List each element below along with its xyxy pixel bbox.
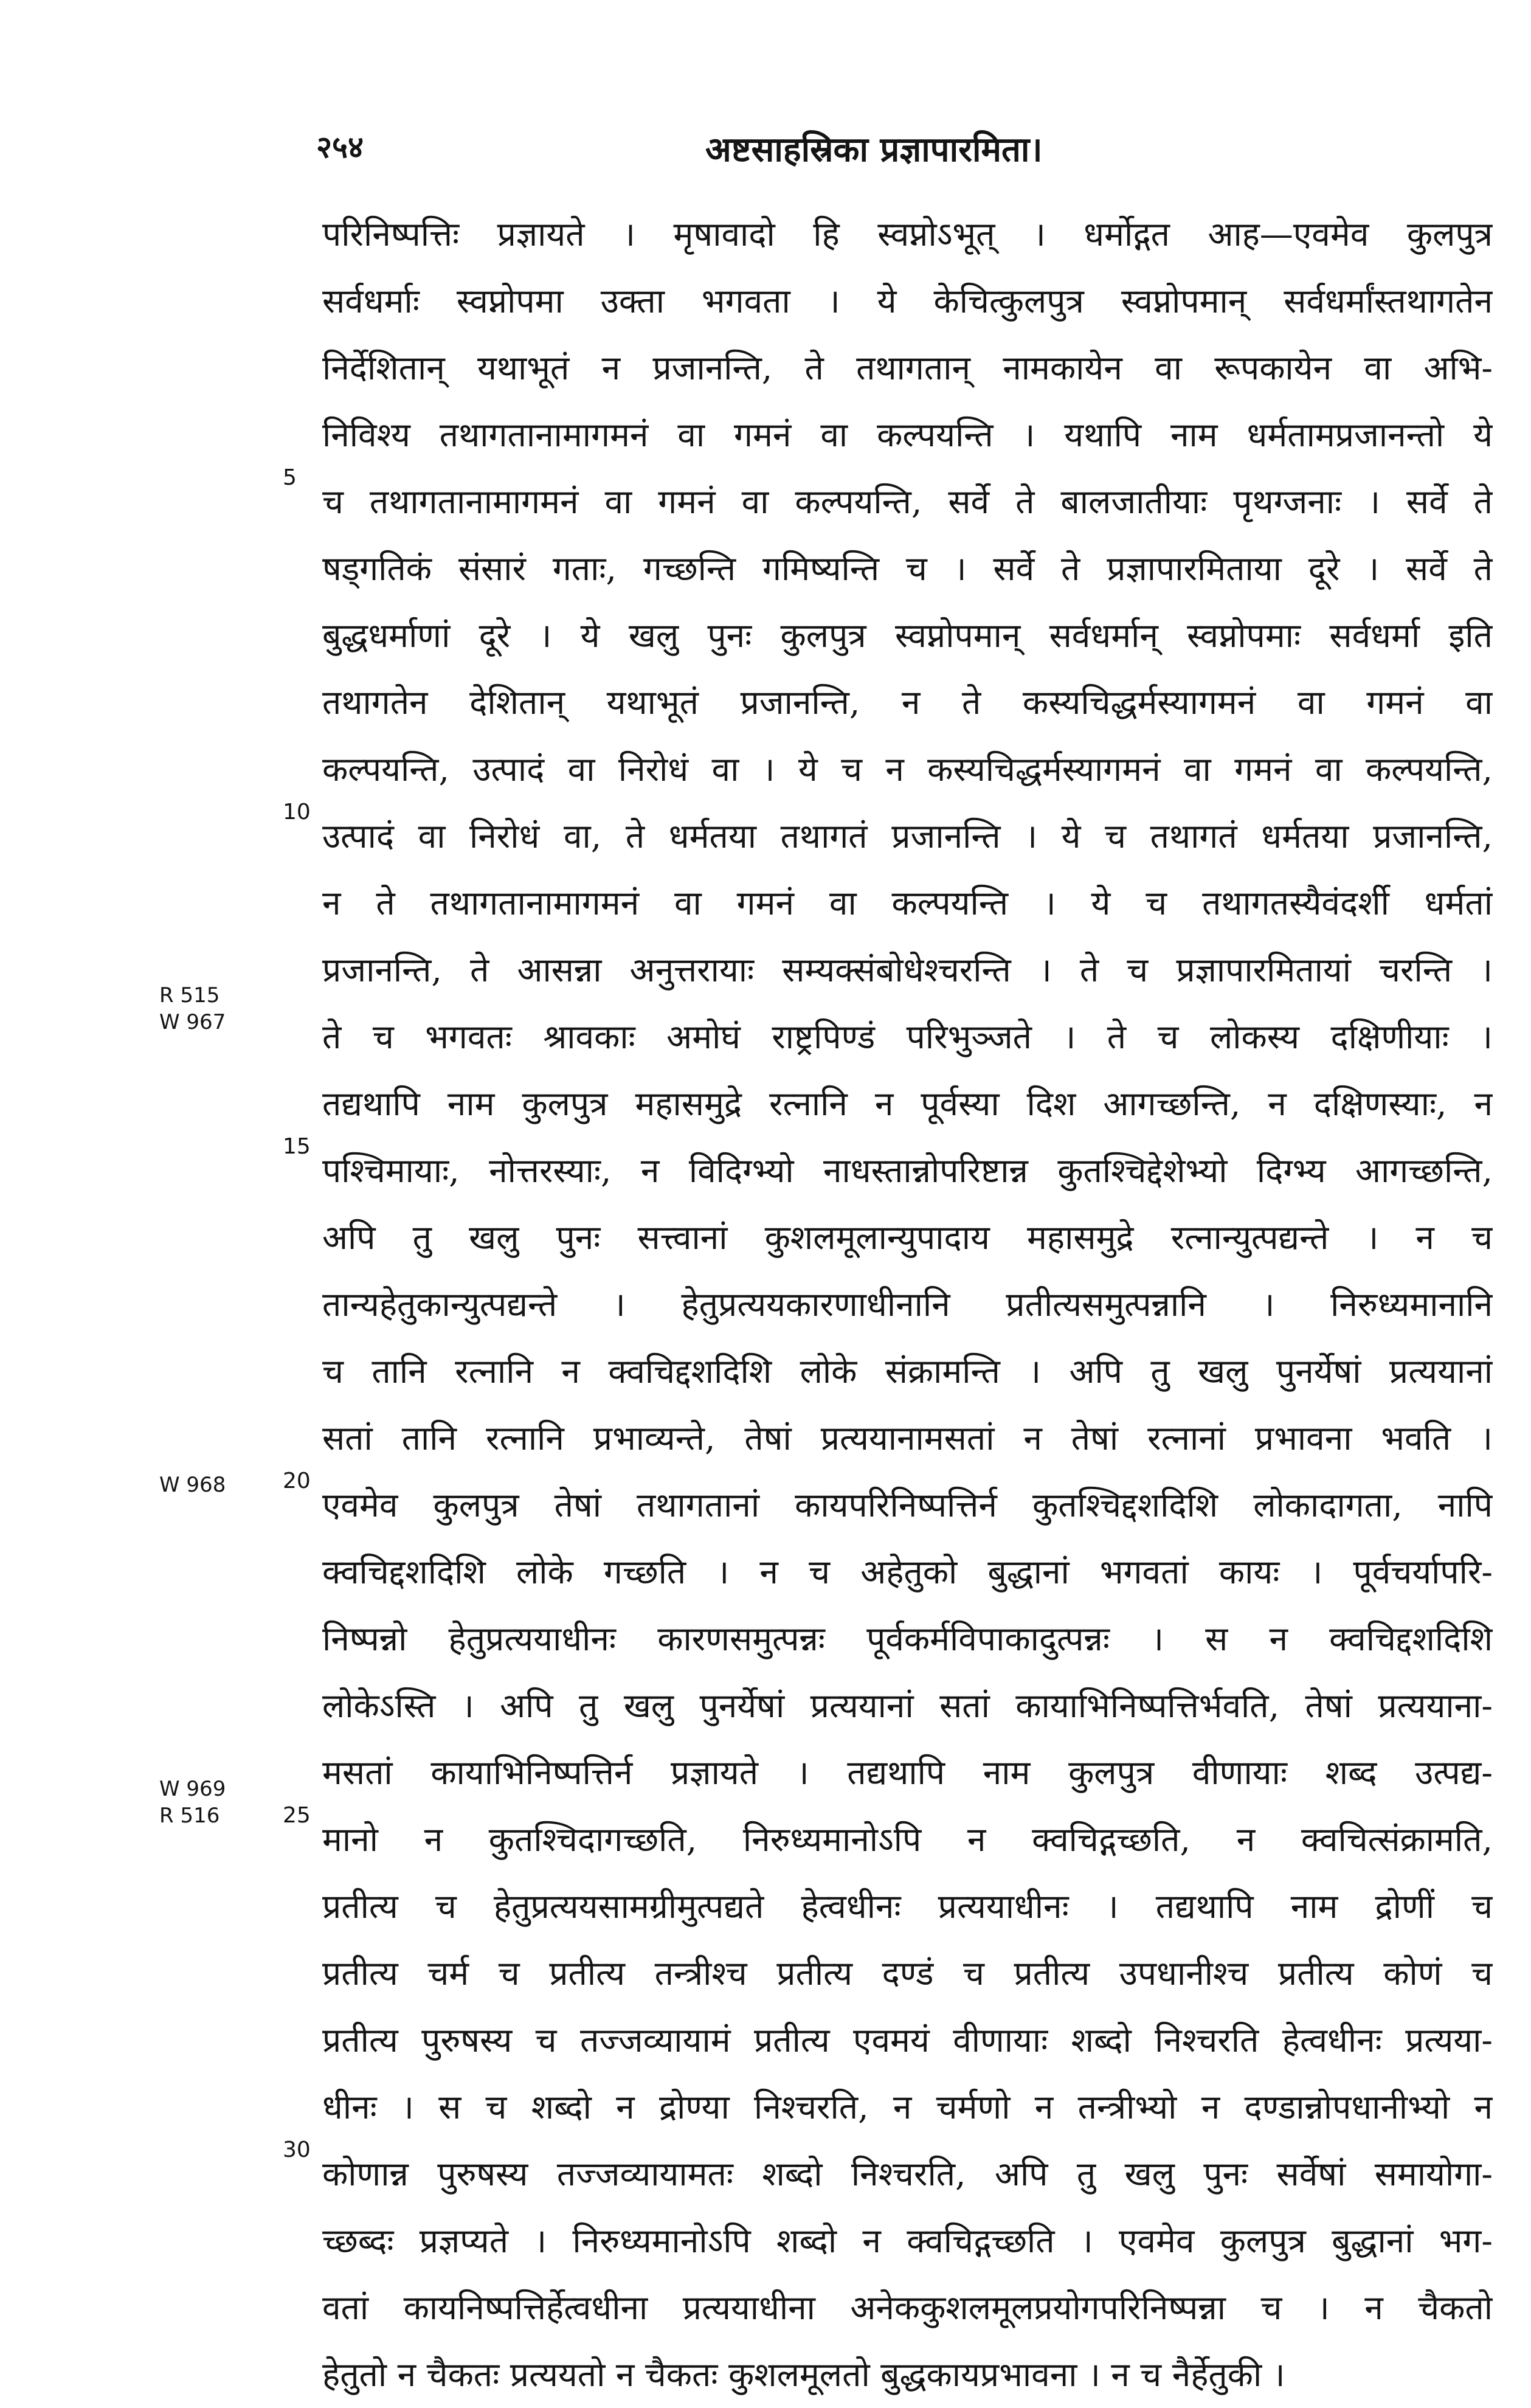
- text-line: मानो न कुतश्चिदागच्छति, निरुध्यमानोऽपि न क्वचिद्गच्छति, न क्वचित्संक्रामति,: [322, 1820, 1493, 1859]
- text-line: मसतां कायाभिनिष्पत्तिर्न प्रज्ञायते । तद्यथापि नाम कुलपुत्र वीणायाः शब्द उत्पद्य-: [322, 1753, 1493, 1792]
- line-number: 5: [283, 465, 297, 490]
- text-line: प्रतीत्य चर्म च प्रतीत्य तन्त्रीश्च प्रतीत्य दण्डं च प्रतीत्य उपधानीश्च प्रतीत्य कोणं च: [322, 1954, 1493, 1993]
- text-line: प्रतीत्य च हेतुप्रत्ययसामग्रीमुत्पद्यते हेत्वधीनः प्रत्ययाधीनः । तद्यथापि नाम द्रोणीं च: [322, 1887, 1493, 1926]
- text-line: सर्वधर्माः स्वप्नोपमा उक्ता भगवता । ये केचित्कुलपुत्र स्वप्नोपमान् सर्वधर्मांस्तथागतेन: [322, 282, 1493, 320]
- text-line: लोकेऽस्ति । अपि तु खलु पुनर्येषां प्रत्ययानां सतां कायाभिनिष्पत्तिर्भवति, तेषां प्रत्ययाना-: [322, 1686, 1493, 1725]
- text-line: च तथागतानामागमनं वा गमनं वा कल्पयन्ति, सर्वे ते बालजातीयाः पृथग्जनाः । सर्वे ते: [322, 482, 1493, 521]
- text-line: कल्पयन्ति, उत्पादं वा निरोधं वा । ये च न कस्यचिद्धर्मस्यागमनं वा गमनं वा कल्पयन्ति,: [322, 750, 1493, 789]
- text-line: तथागतेन देशितान् यथाभूतं प्रजानन्ति, न ते कस्यचिद्धर्मस्यागमनं वा गमनं वा: [322, 683, 1493, 722]
- line-number: 30: [283, 2137, 311, 2162]
- text-line: हेतुतो न चैकतः प्रत्ययतो न चैकतः कुशलमूलतो बुद्धकायप्रभावना । न च नैर्हेतुकी ।: [322, 2355, 1285, 2394]
- text-line: न ते तथागतानामागमनं वा गमनं वा कल्पयन्ति । ये च तथागतस्यैवंदर्शी धर्मतां: [322, 884, 1493, 922]
- text-line: च तानि रत्नानि न क्वचिद्दशदिशि लोके संक्रामन्ति । अपि तु खलु पुनर्येषां प्रत्ययानां: [322, 1352, 1493, 1391]
- body-text: [322, 201, 1493, 2408]
- margin-reference: W 969 R 516: [159, 1777, 226, 1828]
- line-number: 10: [283, 800, 311, 825]
- text-line: बुद्धधर्माणां दूरे । ये खलु पुनः कुलपुत्र स्वप्नोपमान् सर्वधर्मान् स्वप्नोपमाः सर्वधर्मा इति: [322, 616, 1493, 655]
- text-line: धीनः । स च शब्दो न द्रोण्या निश्चरति, न चर्मणो न तन्त्रीभ्यो न दण्डान्नोपधानीभ्यो न: [322, 2088, 1493, 2126]
- text-line: निविश्य तथागतानामागमनं वा गमनं वा कल्पयन्ति । यथापि नाम धर्मतामप्रजानन्तो ये: [322, 415, 1493, 454]
- text-line: प्रतीत्य पुरुषस्य च तज्जव्यायामं प्रतीत्य एवमयं वीणायाः शब्दो निश्चरति हेत्वधीनः प्रत्यया-: [322, 2021, 1493, 2060]
- text-line: परिनिष्पत्तिः प्रज्ञायते । मृषावादो हि स्वप्नोऽभूत् । धर्मोद्गत आह—एवमेव कुलपुत्र: [322, 215, 1493, 254]
- text-line: एवमेव कुलपुत्र तेषां तथागतानां कायपरिनिष्पत्तिर्न कुतश्चिद्दशदिशि लोकादागता, नापि: [322, 1486, 1493, 1524]
- text-line: पश्चिमायाः, नोत्तरस्याः, न विदिग्भ्यो नाधस्तान्नोपरिष्टान्न कुतश्चिद्देशेभ्यो दिग्भ्य आगच्छन्ति,: [322, 1151, 1493, 1190]
- page-header: [316, 125, 1508, 192]
- text-line: निष्पन्नो हेतुप्रत्ययाधीनः कारणसमुत्पन्नः पूर्वकर्मविपाकादुत्पन्नः । स न क्वचिद्दशदिशि: [322, 1619, 1493, 1658]
- margin-reference: R 515 W 967: [159, 983, 226, 1034]
- text-line: तान्यहेतुकान्युत्पद्यन्ते । हेतुप्रत्ययकारणाधीनानि प्रतीत्यसमुत्पन्नानि । निरुध्यमानानि: [322, 1285, 1493, 1324]
- margin-reference: W 968: [159, 1473, 226, 1497]
- text-line: तद्यथापि नाम कुलपुत्र महासमुद्रे रत्नानि न पूर्वस्या दिश आगच्छन्ति, न दक्षिणस्याः, न: [322, 1084, 1493, 1123]
- text-line: ते च भगवतः श्रावकाः अमोघं राष्ट्रपिण्डं परिभुञ्जते । ते च लोकस्य दक्षिणीयाः ।: [322, 1017, 1493, 1056]
- text-line: षड्गतिकं संसारं गताः, गच्छन्ति गमिष्यन्ति च । सर्वे ते प्रज्ञापारमिताया दूरे । सर्वे ते: [322, 549, 1493, 588]
- text-line: उत्पादं वा निरोधं वा, ते धर्मतया तथागतं प्रजानन्ति । ये च तथागतं धर्मतया प्रजानन्ति,: [322, 817, 1493, 856]
- text-line: वतां कायनिष्पत्तिर्हेत्वधीना प्रत्ययाधीना अनेककुशलमूलप्रयोगपरिनिष्पन्ना च । न चैकतो: [322, 2288, 1493, 2327]
- text-line: च्छब्दः प्रज्ञप्यते । निरुध्यमानोऽपि शब्दो न क्वचिद्गच्छति । एवमेव कुलपुत्र बुद्धानां भग-: [322, 2221, 1493, 2260]
- line-number: 15: [283, 1134, 311, 1159]
- text-line: सतां तानि रत्नानि प्रभाव्यन्ते, तेषां प्रत्ययानामसतां न तेषां रत्नानां प्रभावना भवति ।: [322, 1419, 1493, 1458]
- text-line: क्वचिद्दशदिशि लोके गच्छति । न च अहेतुको बुद्धानां भगवतां कायः । पूर्वचर्यापरि-: [322, 1552, 1493, 1591]
- text-line: निर्देशितान् यथाभूतं न प्रजानन्ति, ते तथागतान् नामकायेन वा रूपकायेन वा अभि-: [322, 348, 1493, 387]
- page-number: २५४: [316, 129, 364, 165]
- running-title: अष्टसाहस्रिका प्रज्ञापारमिता।: [705, 130, 1043, 170]
- line-number: 20: [283, 1469, 311, 1493]
- text-line: कोणान्न पुरुषस्य तज्जव्यायामतः शब्दो निश्चरति, अपि तु खलु पुनः सर्वेषां समायोगा-: [322, 2154, 1493, 2193]
- text-line: अपि तु खलु पुनः सत्त्वानां कुशलमूलान्युपादाय महासमुद्रे रत्नान्युत्पद्यन्ते । न च: [322, 1218, 1493, 1257]
- text-line: प्रजानन्ति, ते आसन्ना अनुत्तरायाः सम्यक्संबोधेश्चरन्ति । ते च प्रज्ञापारमितायां चरन्ति ।: [322, 950, 1493, 989]
- line-number: 25: [283, 1803, 311, 1828]
